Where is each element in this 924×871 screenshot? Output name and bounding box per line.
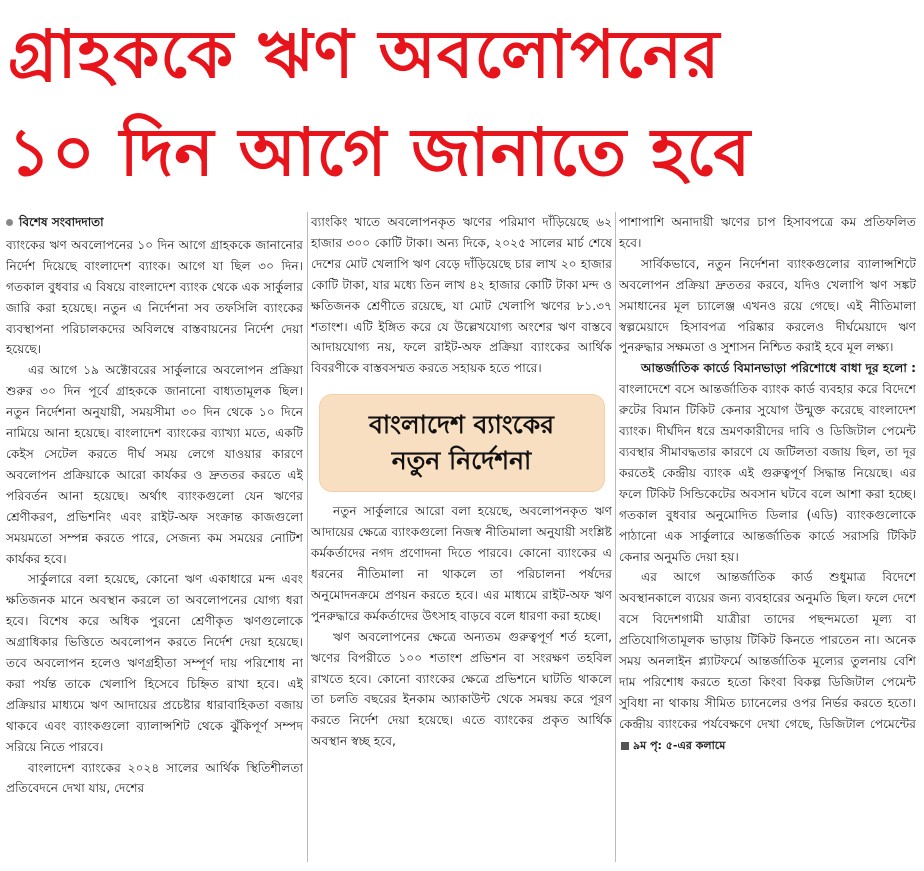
column-divider [615,212,616,862]
paragraph-text: এর আগে আন্তর্জাতিক কার্ড শুধুমাত্র বিদেশে অবস্থানকালে ব্যয়ের জন্য ব্যবহারের অনুমতি ছিল। ফলে দেশে বসে বিদেশগামী যাত্রীরা তাদের পছন্দমতো মূল্য বা প্রতিযোগিতামূলক ভাড়ায় টিকিট কিনতে পারতেন না। অনেক সময় অনলাইন প্ল্যাটফর্মে আন্তর্জাতিক মূল্যের তুলনায় বেশি দাম পরিশোধ করতে হতো কিংবা বিকল্প ডিজিটাল পেমেন্ট সুবিধা না থাকায় সীমিত চ্যানেলের ওপর নির্ভর করতে হতো। কেন্দ্রীয় ব্যাংকের পর্যবেক্ষণে দেখা গেছে, ডিজিটাল পেমেন্টের [619,570,916,731]
highlight-box-line-2: নতুন নির্দেশনা [391,446,532,476]
highlight-box [320,395,604,491]
square-bullet-icon [621,742,629,750]
article-column-1 [6,212,303,867]
continued-note [619,739,725,752]
sub-heading: আন্তর্জাতিক কার্ডে বিমানভাড়া পরিশোধে বাধা দূর হলো : [641,361,916,376]
paragraph: ঋণ অবলোপনের ক্ষেত্রে অন্যতম গুরুত্বপূর্ণ শর্ত হলো, ঋণের বিপরীতে ১০০ শতাংশ প্রভিশন বা সংরক্ষণ তহবিল রাখতে হবে। কোনো ব্যাংকের ক্ষেত্রে প্রভিশনে ঘাটতি থাকলে তা চলতি বছরের ইনকাম অ্যাকাউন্ট থেকে সমন্বয় করে পূরণ করতে নির্দেশ দেয়া হয়েছে। এতে ব্যাংকের প্রকৃত আর্থিক অবস্থান স্বচ্ছ হবে, [311,629,612,749]
paragraph-with-subheading [619,358,916,567]
byline-text: বিশেষ সংবাদদাতা [19,215,104,229]
highlight-box-line-1: বাংলাদেশ ব্যাংকের [369,410,554,440]
headline-line-2: ১০ দিন আগে জানাতে হবে [8,114,752,191]
paragraph: সার্বিকভাবে, নতুন নির্দেশনা ব্যাংকগুলোর ব্যালান্সশিটে অবলোপন প্রক্রিয়া দ্রুততর করবে, যদিও খেলাপি ঋণ সঙ্কট সমাধানের মূল চ্যালেঞ্জ এখনও রয়ে গেছে। এই নীতিমালা স্বল্পমেয়াদে হিসাবপত্র পরিষ্কার করলেও দীর্ঘমেয়াদে ঋণ পুনরুদ্ধার সক্ষমতা ও সুশাসন নিশ্চিত করাই হবে মূল লক্ষ্য। [619,256,916,355]
byline [6,212,303,233]
paragraph: বাংলাদেশ ব্যাংকের ২০২৪ সালের আর্থিক স্থিতিশীলতা প্রতিবেদনে দেখা যায়, দেশের [6,760,303,796]
paragraph: ব্যাংকিং খাতে অবলোপনকৃত ঋণের পরিমাণ দাঁড়িয়েছে ৬২ হাজার ৩০০ কোটি টাকা। অন্য দিকে, ২০২৫ সালের মার্চ শেষে দেশের মোট খেলাপি ঋণ বেড়ে দাঁড়িয়েছে চার লাখ ২০ হাজার কোটি টাকা, যার মধ্যে তিন লাখ ৪২ হাজার কোটি টাকা মন্দ ও ক্ষতিজনক শ্রেণীতে রয়েছে, যা মোট খেলাপি ঋণের ৮১.৩৭ শতাংশ। এটি ইঙ্গিত করে যে উল্লেখযোগ্য অংশের ঋণ বাস্তবে আদায়যোগ্য নয়, ফলে রাইট-অফ প্রক্রিয়া ব্যাংকের আর্থিক বিবরণীকে বাস্তবসম্মত করতে সহায়ক হতে পারে। [311,215,612,376]
headline [0,0,924,206]
article-column-2 [311,212,612,867]
paragraph: সার্কুলারে বলা হয়েছে, কোনো ঋণ একাধারে মন্দ এবং ক্ষতিজনক মানে অবস্থান করলে তা অবলোপনের যোগ্য ধরা হবে। বিশেষ করে অধিক পুরনো শ্রেণীকৃত ঋণগুলোকে অগ্রাধিকার ভিত্তিতে অবলোপন করতে নির্দেশ দেয়া হয়েছে। তবে অবলোপন হলেও ঋণগ্রহীতা সম্পূর্ণ দায় পরিশোধ না করা পর্যন্ত তাকে খেলাপি হিসেবে চিহ্নিত রাখা হবে। এই প্রক্রিয়ার মাধ্যমে ঋণ আদায়ের প্রচেষ্টার ধারাবাহিকতা বজায় থাকবে এবং ব্যাংকগুলো ব্যালান্সশিট থেকে ঝুঁকিপূর্ণ সম্পদ সরিয়ে নিতে পারবে। [6,572,303,754]
paragraph: নতুন সার্কুলারে আরো বলা হয়েছে, অবলোপনকৃত ঋণ আদায়ের ক্ষেত্রে ব্যাংকগুলো নিজস্ব নীতিমালা অনুযায়ী সংশ্লিষ্ট কর্মকর্তাদের নগদ প্রণোদনা দিতে পারবে। কোনো ব্যাংকের এ ধরনের নীতিমালা না থাকলে তা পরিচালনা পর্ষদের অনুমোদনক্রমে প্রণয়ন করতে হবে। এর মাধ্যমে রাইট-অফ ঋণ পুনরুদ্ধারে কর্মকর্তাদের উৎসাহ বাড়বে বলে ধারণা করা হচ্ছে। [311,504,612,623]
headline-line-1: গ্রাহককে ঋণ অবলোপনের [8,16,721,93]
article-column-3 [619,212,916,867]
bullet-icon [6,219,13,226]
continued-text: ৯ম পৃ: ৫-এর কলামে [633,738,726,752]
paragraph: এর আগে ১৯ অক্টোবরের সার্কুলারে অবলোপন প্রক্রিয়া শুরুর ৩০ দিন পূর্বে গ্রাহককে জানানো বাধ্যতামূলক ছিল। নতুন নির্দেশনা অনুযায়ী, সময়সীমা ৩০ দিন থেকে ১০ দিনে নামিয়ে আনা হয়েছে। বাংলাদেশ ব্যাংকের ব্যাখ্যা মতে, একটি কেইস সেটেল করতে দীর্ঘ সময় লেগে যাওয়ার কারণে অবলোপন প্রক্রিয়াকে আরো কার্যকর ও দ্রুততর করতে এই পরিবর্তন আনা হয়েছে। অর্থাৎ ব্যাংকগুলো যেন ঋণের শ্রেণীকরণ, প্রভিশনিং এবং রাইট-অফ সংক্রান্ত কাজগুলো সময়মতো সম্পন্ন করতে পারে, সেজন্য কম সময়ের নোটিশ কার্যকর হবে। [6,363,303,566]
paragraph-text: বাংলাদেশে বসে আন্তর্জাতিক ব্যাংক কার্ড ব্যবহার করে বিদেশে রুটের বিমান টিকিট কেনার সুযোগ উন্মুক্ত করেছে বাংলাদেশ ব্যাংক। দীর্ঘদিন ধরে ভ্রমণকারীদের দাবি ও ডিজিটাল পেমেন্ট ব্যবস্থার সীমাবদ্ধতার কারণে যে জটিলতা বজায় ছিল, তা দূর করতেই কেন্দ্রীয় ব্যাংক এই গুরুত্বপূর্ণ সিদ্ধান্ত নিয়েছে। এর ফলে টিকিট সিন্ডিকেটের অবসান ঘটবে বলে আশা করা হচ্ছে। গতকাল বুধবার অনুমোদিত ডিলার (এডি) ব্যাংকগুলোকে পাঠানো এক সার্কুলারে আন্তর্জাতিক কার্ডে সরাসরি টিকিট কেনার অনুমতি দেয়া হয়। [619,382,916,564]
paragraph: পাশাপাশি অনাদায়ী ঋণের চাপ হিসাবপত্রে কম প্রতিফলিত হবে। [619,215,916,250]
paragraph [619,567,916,756]
paragraph: ব্যাংকের ঋণ অবলোপনের ১০ দিন আগে গ্রাহককে জানানোর নির্দেশ দিয়েছে বাংলাদেশ ব্যাংক। আগে যা ছিল ৩০ দিন। গতকাল বুধবার এ বিষয়ে বাংলাদেশ ব্যাংক থেকে এক সার্কুলার জারি করা হয়েছে। নতুন এ নির্দেশনা সব তফসিলি ব্যাংকের ব্যবস্থাপনা পরিচালকদের অবিলম্বে বাস্তবায়নের নির্দেশ দেয়া হয়েছে। [6,237,303,357]
column-divider [307,212,308,862]
